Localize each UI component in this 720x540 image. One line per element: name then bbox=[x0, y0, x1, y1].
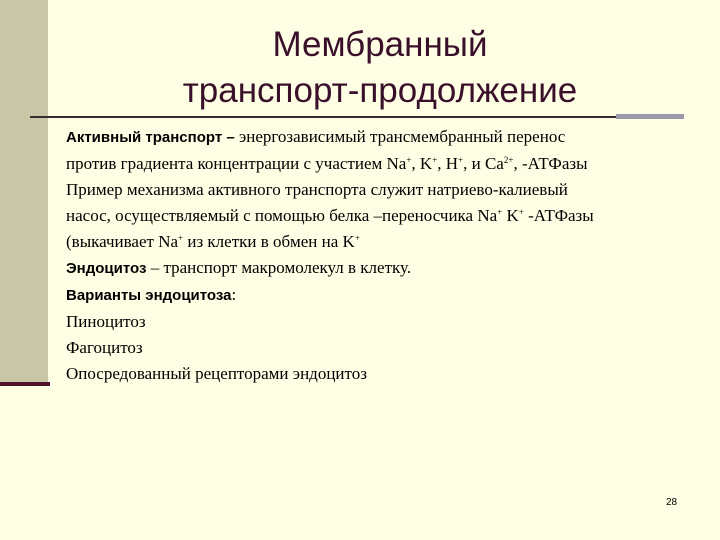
list-item: Опосредованный рецепторами эндоцитоз bbox=[66, 364, 367, 383]
body-line: Пример механизма активного транспорта служит натриево-калиевый bbox=[66, 180, 568, 199]
term-endocytosis: Эндоцитоз bbox=[66, 260, 147, 277]
title-line-2: транспорт-продолжение bbox=[182, 71, 578, 110]
body-line: против градиента концентрации с участием Na+, K+, H+, и $Ca^{2+}$, -АТФазы bbox=[66, 154, 588, 173]
title-underline bbox=[30, 116, 616, 118]
title-underline-accent bbox=[616, 114, 684, 119]
body-line: насос, осуществляемый с помощью белка –переносчика Na+ K+ -АТФазы bbox=[66, 206, 594, 225]
body-line: (выкачивает Na+ из клетки в обмен на K+ bbox=[66, 232, 360, 251]
title-line-1: Мембранный bbox=[272, 25, 488, 64]
list-item: Фагоцитоз bbox=[66, 338, 143, 357]
body-line: Активный транспорт – энергозависимый трансмембранный перенос bbox=[66, 127, 566, 146]
slide-title bbox=[90, 22, 670, 114]
term-endocytosis-variants: Варианты эндоцитоза bbox=[66, 287, 232, 304]
list-item: Пиноцитоз bbox=[66, 312, 146, 331]
slide-body bbox=[66, 124, 706, 387]
page-number: 28 bbox=[666, 497, 678, 508]
body-line: Варианты эндоцитоза: bbox=[66, 285, 237, 304]
side-decoration-line bbox=[0, 382, 50, 386]
side-decoration-bar bbox=[0, 0, 48, 382]
body-line: Эндоцитоз – транспорт макромолекул в клетку. bbox=[66, 258, 412, 277]
term-active-transport: Активный транспорт – bbox=[66, 129, 235, 146]
